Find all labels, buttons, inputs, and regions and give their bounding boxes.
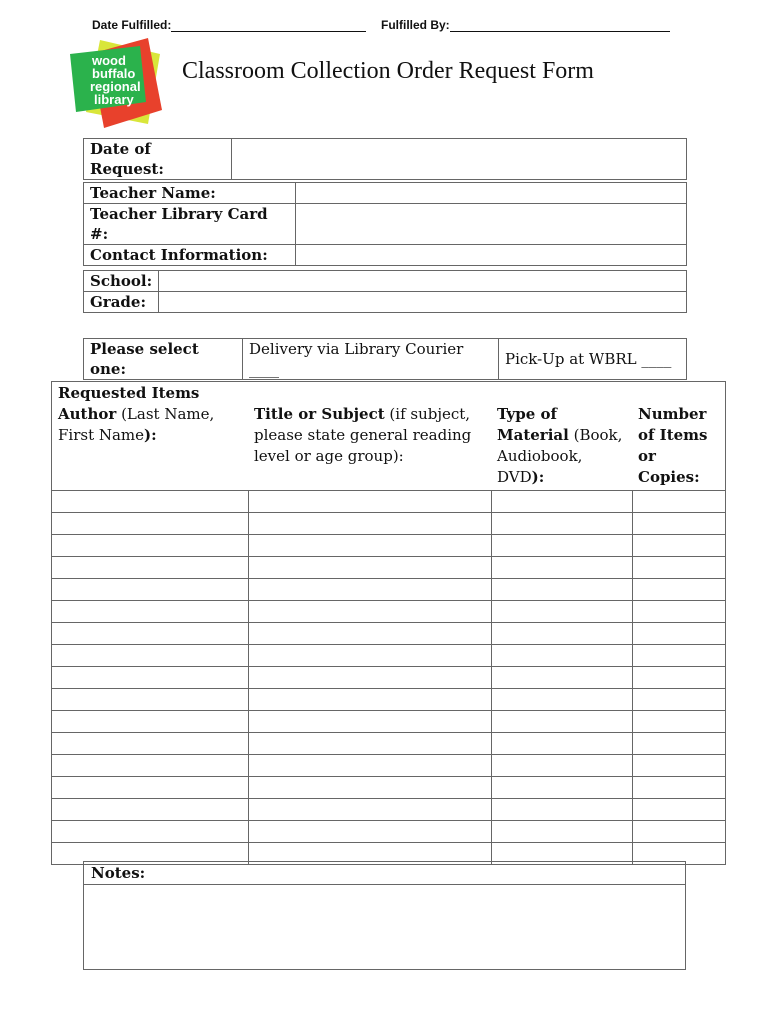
- title-cell[interactable]: [248, 821, 491, 843]
- title-cell[interactable]: [248, 623, 491, 645]
- author-cell[interactable]: [52, 799, 249, 821]
- author-cell[interactable]: [52, 689, 249, 711]
- date-fulfilled-line[interactable]: [171, 19, 366, 32]
- notes-field[interactable]: [84, 885, 685, 970]
- title-cell[interactable]: [248, 557, 491, 579]
- author-header-bold: Author: [58, 405, 117, 423]
- table-row: [52, 667, 726, 689]
- notes-label: Notes:: [84, 862, 685, 885]
- teacher-info-table: [83, 182, 687, 266]
- type-cell[interactable]: [491, 799, 632, 821]
- logo-text-line: buffalo: [92, 66, 136, 81]
- school-label: School:: [84, 271, 159, 292]
- fulfilled-by-label: Fulfilled By:: [381, 18, 450, 32]
- teacher-card-field[interactable]: [296, 204, 687, 245]
- table-row: [52, 491, 726, 513]
- author-cell[interactable]: [52, 513, 249, 535]
- number-cell[interactable]: [632, 601, 726, 623]
- date-of-request-field[interactable]: [232, 139, 687, 180]
- title-cell[interactable]: [248, 579, 491, 601]
- number-cell[interactable]: [632, 689, 726, 711]
- number-cell[interactable]: [632, 535, 726, 557]
- author-column-header: [52, 404, 249, 491]
- grade-field[interactable]: [159, 292, 687, 313]
- author-cell[interactable]: [52, 579, 249, 601]
- date-of-request-label: Date of Request:: [84, 139, 232, 180]
- type-cell[interactable]: [491, 667, 632, 689]
- number-cell[interactable]: [632, 623, 726, 645]
- title-cell[interactable]: [248, 491, 491, 513]
- number-cell[interactable]: [632, 491, 726, 513]
- fulfilled-by: [381, 18, 670, 32]
- logo-text-line: regional: [90, 79, 141, 94]
- title-cell[interactable]: [248, 535, 491, 557]
- title-cell[interactable]: [248, 755, 491, 777]
- select-one-table: [83, 338, 687, 380]
- notes-box: [83, 861, 686, 970]
- author-cell[interactable]: [52, 667, 249, 689]
- number-cell[interactable]: [632, 579, 726, 601]
- number-cell[interactable]: [632, 799, 726, 821]
- title-header-bold: Title or Subject: [254, 405, 385, 423]
- table-row: [52, 821, 726, 843]
- author-cell[interactable]: [52, 755, 249, 777]
- select-one-label: Please select one:: [84, 339, 243, 380]
- title-cell[interactable]: [248, 799, 491, 821]
- pickup-option[interactable]: Pick-Up at WBRL ____: [499, 339, 687, 380]
- table-row: [52, 799, 726, 821]
- teacher-name-label: Teacher Name:: [84, 183, 296, 204]
- type-cell[interactable]: [491, 535, 632, 557]
- title-cell[interactable]: [248, 689, 491, 711]
- number-cell[interactable]: [632, 755, 726, 777]
- teacher-name-field[interactable]: [296, 183, 687, 204]
- table-row: [52, 645, 726, 667]
- author-cell[interactable]: [52, 557, 249, 579]
- author-cell[interactable]: [52, 711, 249, 733]
- author-cell[interactable]: [52, 601, 249, 623]
- title-cell[interactable]: [248, 711, 491, 733]
- logo-text-line: library: [94, 92, 134, 107]
- table-row: [52, 733, 726, 755]
- date-of-request-table: [83, 138, 687, 180]
- form-title: Classroom Collection Order Request Form: [182, 58, 594, 84]
- number-cell[interactable]: [632, 513, 726, 535]
- title-cell[interactable]: [248, 667, 491, 689]
- author-cell[interactable]: [52, 733, 249, 755]
- wood-buffalo-regional-library-logo: [62, 32, 172, 130]
- type-cell[interactable]: [491, 777, 632, 799]
- author-cell[interactable]: [52, 821, 249, 843]
- table-row: [52, 535, 726, 557]
- title-header-text: (if subject, please state general reading level or age group):: [254, 405, 472, 465]
- number-cell[interactable]: [632, 645, 726, 667]
- date-fulfilled: [92, 18, 366, 32]
- author-cell[interactable]: [52, 491, 249, 513]
- school-field[interactable]: [159, 271, 687, 292]
- table-row: [52, 601, 726, 623]
- author-cell[interactable]: [52, 535, 249, 557]
- requested-items-title: Requested Items: [52, 382, 726, 405]
- number-cell[interactable]: [632, 557, 726, 579]
- table-row: [52, 623, 726, 645]
- type-header-text: (Book, Audiobook, DVD: [497, 426, 623, 486]
- fulfilled-by-line[interactable]: [450, 19, 670, 32]
- table-row: [52, 755, 726, 777]
- type-header-bold: Type of Material: [497, 405, 569, 444]
- contact-info-label: Contact Information:: [84, 245, 296, 266]
- author-header-text: (Last Name, First Name: [58, 405, 215, 444]
- teacher-card-label: Teacher Library Card #:: [84, 204, 296, 245]
- type-column-header: [491, 404, 632, 491]
- author-cell[interactable]: [52, 777, 249, 799]
- number-cell[interactable]: [632, 667, 726, 689]
- number-cell[interactable]: [632, 777, 726, 799]
- grade-label: Grade:: [84, 292, 159, 313]
- delivery-option[interactable]: Delivery via Library Courier ____: [243, 339, 499, 380]
- type-cell[interactable]: [491, 821, 632, 843]
- number-cell[interactable]: [632, 733, 726, 755]
- type-cell[interactable]: [491, 579, 632, 601]
- table-row: [52, 579, 726, 601]
- author-cell[interactable]: [52, 623, 249, 645]
- table-row: [52, 557, 726, 579]
- requested-items-table: [51, 381, 726, 865]
- type-cell[interactable]: [491, 601, 632, 623]
- logo-text-line: wood: [92, 53, 126, 68]
- table-row: [52, 513, 726, 535]
- title-cell[interactable]: [248, 513, 491, 535]
- school-grade-table: [83, 270, 687, 313]
- type-header-end: ):: [531, 468, 545, 486]
- type-cell[interactable]: [491, 491, 632, 513]
- table-row: [52, 711, 726, 733]
- table-row: [52, 689, 726, 711]
- type-cell[interactable]: [491, 513, 632, 535]
- author-header-end: ):: [144, 426, 157, 444]
- type-cell[interactable]: [491, 711, 632, 733]
- author-cell[interactable]: [52, 645, 249, 667]
- type-cell[interactable]: [491, 733, 632, 755]
- type-cell[interactable]: [491, 623, 632, 645]
- type-cell[interactable]: [491, 755, 632, 777]
- title-column-header: [248, 404, 491, 491]
- type-cell[interactable]: [491, 557, 632, 579]
- type-cell[interactable]: [491, 645, 632, 667]
- number-column-header: Number of Items or Copies:: [632, 404, 726, 491]
- number-cell[interactable]: [632, 711, 726, 733]
- title-cell[interactable]: [248, 777, 491, 799]
- title-cell[interactable]: [248, 645, 491, 667]
- contact-info-field[interactable]: [296, 245, 687, 266]
- title-cell[interactable]: [248, 601, 491, 623]
- title-cell[interactable]: [248, 733, 491, 755]
- type-cell[interactable]: [491, 689, 632, 711]
- date-fulfilled-label: Date Fulfilled:: [92, 18, 172, 32]
- table-row: [52, 777, 726, 799]
- number-cell[interactable]: [632, 821, 726, 843]
